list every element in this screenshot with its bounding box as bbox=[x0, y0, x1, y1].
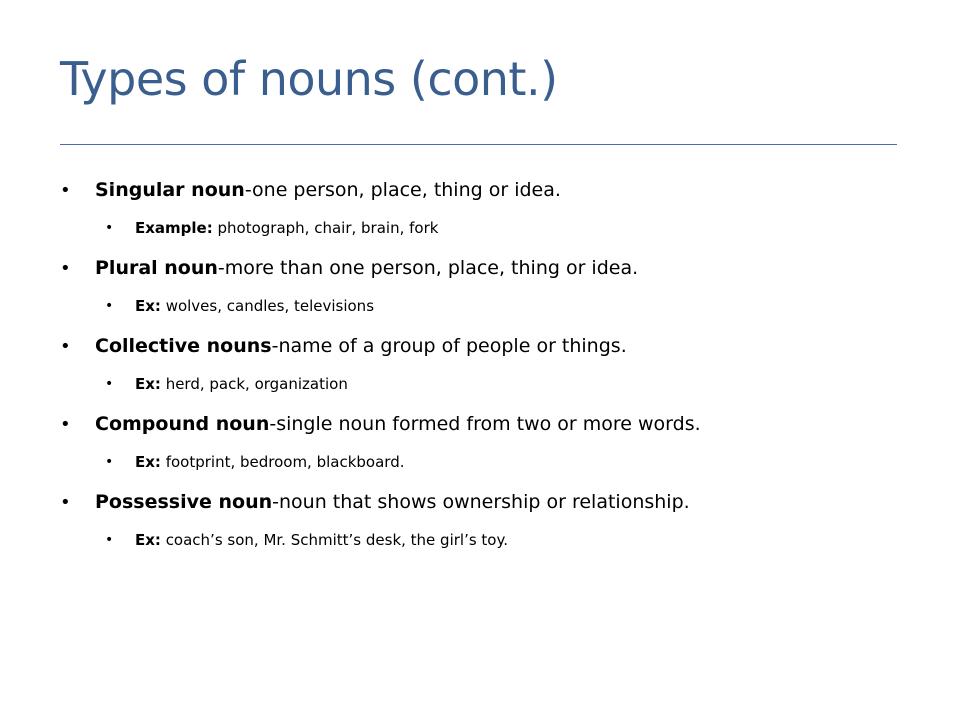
sub-bullet-line bbox=[60, 447, 920, 477]
list-item-singular-noun bbox=[60, 168, 920, 243]
bullet-line bbox=[60, 402, 920, 447]
sub-bullet-icon: • bbox=[105, 532, 114, 548]
term-definition: -single noun formed from two or more words. bbox=[269, 413, 701, 435]
bullet-icon: • bbox=[60, 414, 71, 435]
term-label: Possessive noun bbox=[95, 491, 273, 513]
term-label: Singular noun bbox=[95, 179, 245, 201]
example-label: Ex: bbox=[135, 453, 161, 471]
term-label: Collective nouns bbox=[95, 335, 272, 357]
sub-bullet-line bbox=[60, 369, 920, 399]
term-definition: -more than one person, place, thing or idea. bbox=[217, 257, 639, 279]
bullet-icon: • bbox=[60, 258, 71, 279]
example-text: footprint, bedroom, blackboard. bbox=[160, 453, 405, 471]
title-divider bbox=[60, 144, 897, 145]
sub-bullet-line bbox=[60, 291, 920, 321]
example-text: wolves, candles, televisions bbox=[160, 297, 375, 315]
example-text: photograph, chair, brain, fork bbox=[212, 219, 439, 237]
term-label: Compound noun bbox=[95, 413, 270, 435]
sub-bullet-icon: • bbox=[105, 298, 114, 314]
example-label: Example: bbox=[135, 219, 213, 237]
bullet-list bbox=[60, 168, 920, 555]
example-label: Ex: bbox=[135, 375, 161, 393]
example-label: Ex: bbox=[135, 531, 161, 549]
bullet-icon: • bbox=[60, 492, 71, 513]
bullet-icon: • bbox=[60, 336, 71, 357]
example-text: coach’s son, Mr. Schmitt’s desk, the girl’s toy. bbox=[160, 531, 508, 549]
bullet-line bbox=[60, 168, 920, 213]
term-definition: -one person, place, thing or idea. bbox=[244, 179, 561, 201]
slide-title: Types of nouns (cont.) bbox=[60, 52, 558, 106]
term-label: Plural noun bbox=[95, 257, 218, 279]
term-definition: -name of a group of people or things. bbox=[271, 335, 627, 357]
sub-bullet-line bbox=[60, 213, 920, 243]
term-definition: -noun that shows ownership or relationship. bbox=[272, 491, 690, 513]
example-label: Ex: bbox=[135, 297, 161, 315]
bullet-line bbox=[60, 324, 920, 369]
example-text: herd, pack, organization bbox=[160, 375, 348, 393]
bullet-line bbox=[60, 246, 920, 291]
bullet-icon: • bbox=[60, 180, 71, 201]
list-item-possessive-noun bbox=[60, 480, 920, 555]
list-item-plural-noun bbox=[60, 246, 920, 321]
bullet-line bbox=[60, 480, 920, 525]
list-item-compound-noun bbox=[60, 402, 920, 477]
sub-bullet-line bbox=[60, 525, 920, 555]
sub-bullet-icon: • bbox=[105, 220, 114, 236]
sub-bullet-icon: • bbox=[105, 376, 114, 392]
list-item-collective-nouns bbox=[60, 324, 920, 399]
sub-bullet-icon: • bbox=[105, 454, 114, 470]
